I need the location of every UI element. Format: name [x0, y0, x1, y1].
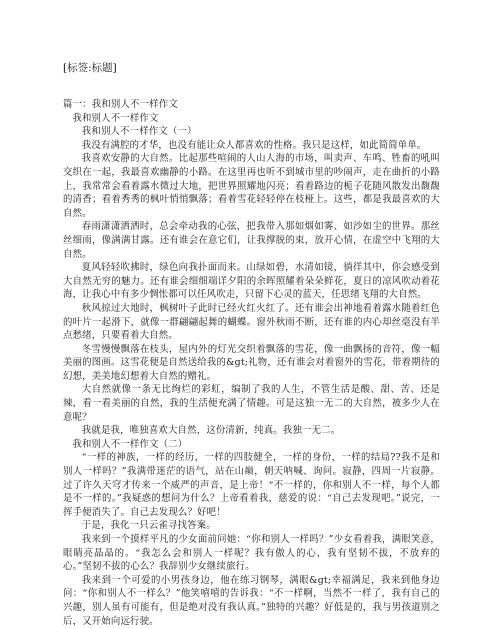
paragraph: 我来到一个摸样平凡的少女面前问她：“你和别人一样吗？”少女看着我，满眼笑意，眼睛亮晶晶的。“我怎么会和别人一样呢？我有傲人的心，我有坚韧不拔，不放弃的心。”坚韧不拔的心么？我辞别少女继续旅行。 [63, 534, 440, 573]
paragraph: 于是，我化一只云雀寻找答案。 [81, 520, 216, 532]
article-heading: 篇一：我和别人不一样作文 [63, 99, 178, 110]
part-two-title: 我和别人不一样作文（二） [72, 438, 188, 450]
paragraph: 大自然就像一条无比绚烂的彩虹，编制了我的人生，不管生活是酸、甜、苦、还是辣，看一看美丽的自然，我的生活便充满了情趣。可是这独一无二的大自然，被多少人在意呢？ [63, 384, 440, 423]
paragraph: 夏风轻轻吹拂时，绿色向我扑面而来。山绿如碧，水清如镜，徜徉其中，你会感受到大自然无穷的魅力。还有谁会细细端详夕阳的余晖照耀着朵朵鲜花，夏日的凉风吹动着花海，让我心中有多少惆怅都可以任风吹走，只留下心灵的蓝天，任思绪飞翔的大自然。 [63, 262, 440, 301]
paragraph: 秋风掠过大地时，枫树叶子此时已经火红火红了。还有谁会出神地看着露水随着红色的叶片一起滑下，就像一群翩翩起舞的蝴蝶。窗外秋雨不断，还有谁的内心却丝毫没有半点愁绪，只要看着大自然。 [63, 302, 440, 342]
tag-label: [标签:标题] [63, 62, 117, 74]
paragraph: “一样的神族，一样的经历，一样的四肢健全，一样的身份，一样的结局??我不是和别人一样吗？”我满带迷茫的语气，站在山巅，朝天呐喊、询问。寂静，四周一片寂静。过了许久天穹才传来一个威严的声音，是上帝！“不一样的，你和别人不一样，每个人都是不一样的。”我疑惑的想问为什么？上帝看着我，慈爱的说：“自己去发现吧。”说完，一挥手便消失了。自己去发现么？好吧！ [63, 452, 440, 518]
paragraph: 我没有满腔的才华，也没有能让众人都喜欢的性格。我只是这样，如此简简单单。 [81, 139, 427, 151]
paragraph: 我来到一个可爱的小男孩身边，他在练习钢琴，满眼&gt;幸福满足，我来到他身边问：“你和别人不一样么？”他笑嘻嘻的告诉我：“不一样啊，当然不一样了，我有自己的兴趣，别人虽有可能有，但是绝对没有我认真。”独特的兴趣？好低是的，我与男孩道别之后，又开始向远行驶。 [63, 574, 440, 627]
document-body [63, 98, 440, 628]
part-one-title: 我和别人不一样作文（一） [81, 126, 197, 138]
paragraph: 我喜欢安静的大自然。比起那些喧闹的人山人海的市场，叫卖声、车鸣、牲畜的吼叫交织在一起，我最喜欢幽静的小路。在这里再也听不到城市里的吵闹声，走在曲折的小路上，我常常会看着露水微过大地，把世界照耀地闪亮；看着路边的栀子花随风散发出馥馥的清香；看着秀秀的枫叶悄悄飘落；看着雪花轻轻停在枝桠上。这些，都是我最喜欢的大自然。 [63, 153, 440, 219]
paragraph: 冬雪慢慢飘落在枝头，屋内外的灯光交织着飘落的雪花，像一曲飘扬的音符，像一幅美丽的图画。这雪花便是自然送给我的&gt;礼物，还有谁会对着窗外的雪花，带着期待的幻想，美美地幻想着大自然的赠礼。 [63, 343, 440, 382]
paragraph: 我就是我，唯独喜欢大自然，这份清新，纯真。我独一无二。 [81, 425, 341, 437]
article-subtitle: 我和别人不一样作文 [72, 112, 159, 124]
paragraph: 春雨潇潇洒洒时，总会牵动我的心弦，把我带入那如烟如雾、如沙如尘的世界。那丝丝细雨，像满满甘露。还有谁会在意它们，让我撑脱的束，放开心情，在虚空中飞翔的大自然。 [63, 221, 440, 260]
